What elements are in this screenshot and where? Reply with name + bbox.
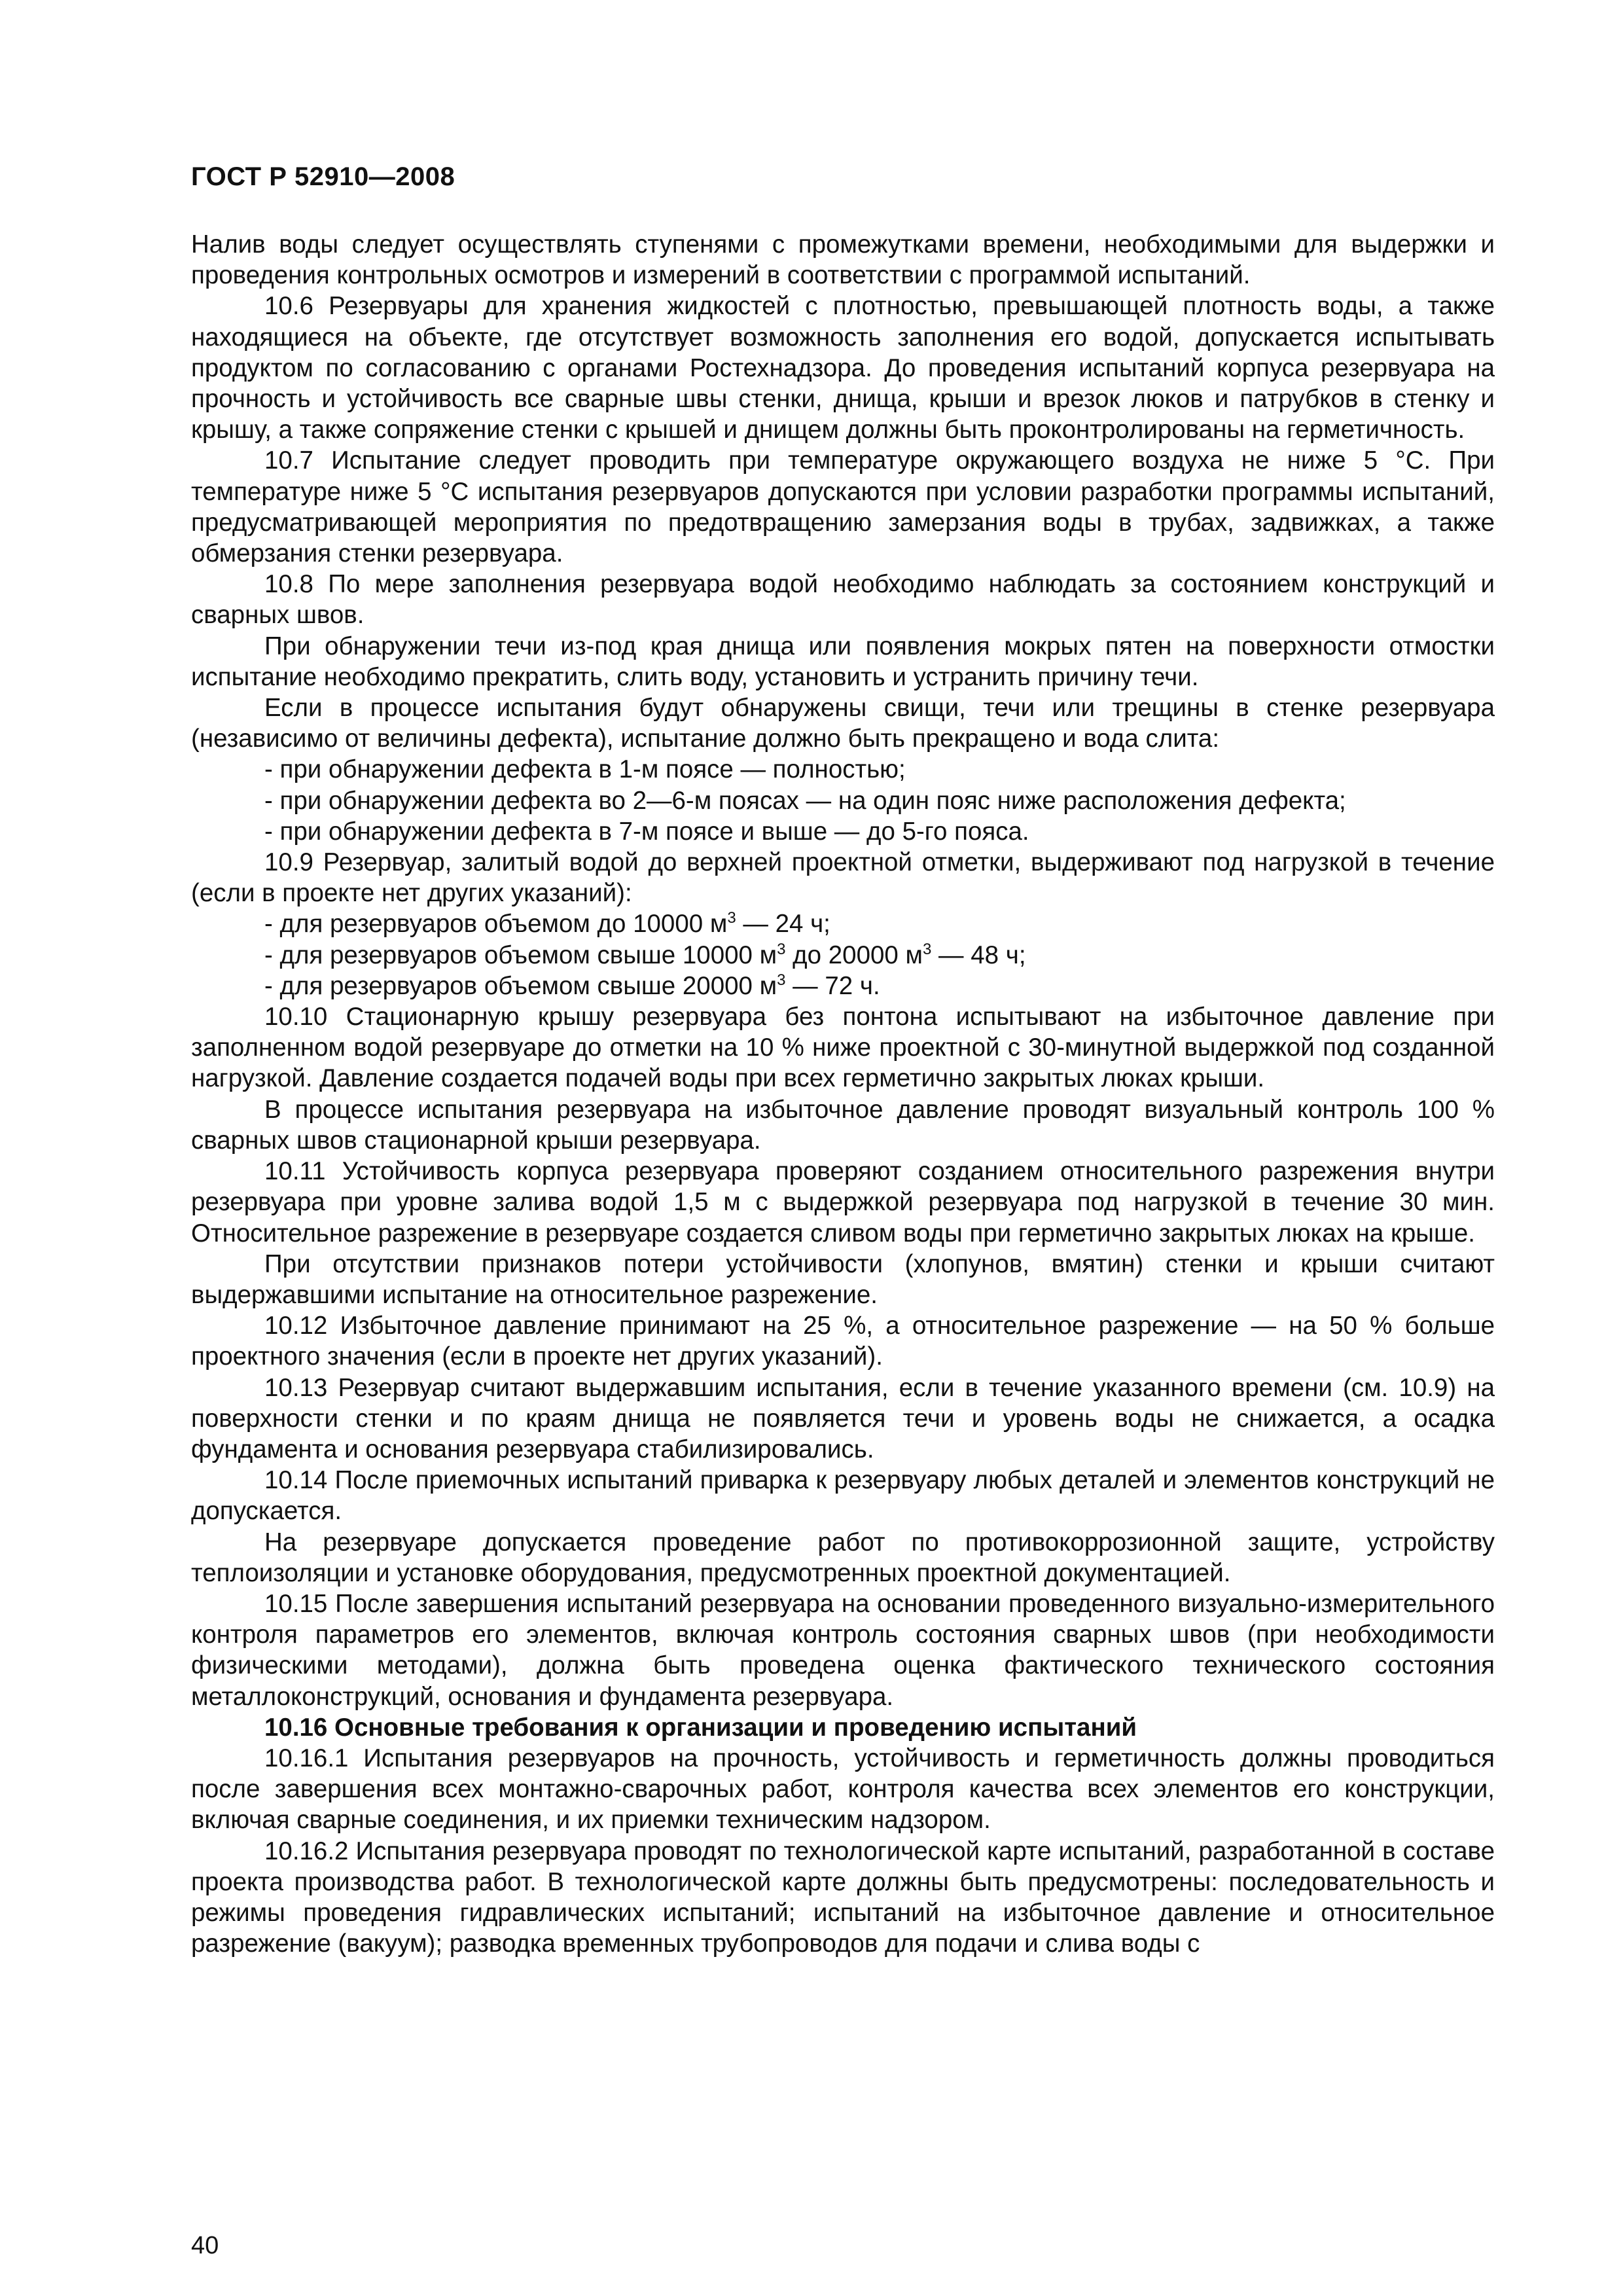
text-fragment: - для резервуаров объемом до 10000 м [264, 910, 728, 939]
text-fragment: — 48 ч; [931, 941, 1026, 969]
text-fragment: - для резервуаров объемом свыше 10000 м [264, 941, 777, 969]
paragraph: При отсутствии признаков потери устойчивости (хлопунов, вмятин) стенки и крыши считают выдержавшими испытание на относительное разрежение. [191, 1249, 1495, 1309]
paragraph: Если в процессе испытания будут обнаружены свищи, течи или трещины в стенке резервуара (независимо от величины дефекта), испытание должно быть прекращено и вода слита: [191, 694, 1495, 753]
paragraph: 10.11 Устойчивость корпуса резервуара проверяют созданием относительного разрежения внутри резервуара при уровне залива водой 1,5 м с выдержкой резервуара под нагрузкой в течение 30 мин. Относительное разрежение в резервуаре создается сливом воды при герметично закрытых люках на крыше. [191, 1157, 1495, 1247]
text-fragment: — 24 ч; [736, 910, 830, 939]
paragraph: 10.10 Стационарную крышу резервуара без понтона испытывают на избыточное давление при заполненном водой резервуаре до отметки на 10 % ниже проектной с 30-минутной выдержкой под созданной нагрузкой. Давление создается подачей воды при всех герметично закрытых люках крыши. [191, 1003, 1495, 1093]
paragraph: 10.7 Испытание следует проводить при температуре окружающего воздуха не ниже 5 °С. При температуре ниже 5 °С испытания резервуаров допускаются при условии разработки программы испытаний, предусматривающей мероприятия по предотвращению замерзания воды в трубах, задвижках, а также обмерзания стенки резервуара. [191, 446, 1495, 568]
text-fragment: - для резервуаров объемом свыше 20000 м [264, 971, 777, 1000]
text-fragment: — 72 ч. [785, 971, 880, 1000]
paragraph: 10.9 Резервуар, залитый водой до верхней проектной отметки, выдерживают под нагрузкой в течение (если в проекте нет других указаний): [191, 848, 1495, 908]
page-number: 40 [191, 2232, 219, 2259]
superscript: 3 [727, 909, 736, 927]
paragraph: 10.16.2 Испытания резервуара проводят по технологической карте испытаний, разработанной в составе проекта производства работ. В технологической карте должны быть предусмотрены: последовательность и режимы проведения гидравлических испытаний; испытаний на избыточное давление и относительное разрежение (вакуум); разводка временных трубопроводов для подачи и слива воды с [191, 1837, 1495, 1958]
paragraph: 10.13 Резервуар считают выдержавшим испытания, если в течение указанного времени (см. 10.9) на поверхности стенки и по краям днища не появляется течи и уровень воды не снижается, а осадка фундамента и основания резервуара стабилизировались. [191, 1373, 1495, 1463]
list-item [191, 940, 1495, 971]
paragraph: 10.12 Избыточное давление принимают на 25 %, а относительное разрежение — на 50 % больше проектного значения (если в проекте нет других указаний). [191, 1312, 1495, 1371]
paragraph: 10.15 После завершения испытаний резервуара на основании проведенного визуально-измерительного контроля параметров его элементов, включая контроль состояния сварных швов (при необходимости физическими методами), должна быть проведена оценка фактического технического состояния металлоконструкций, основания и фундамента резервуара. [191, 1589, 1495, 1711]
superscript: 3 [777, 940, 786, 958]
document-header: ГОСТ Р 52910—2008 [191, 162, 455, 191]
paragraph-group-2 [191, 1001, 1495, 1959]
paragraph: На резервуаре допускается проведение работ по противокоррозионной защите, устройству теплоизоляции и установке оборудования, предусмотренных проектной документацией. [191, 1528, 1495, 1587]
list-item: - при обнаружении дефекта во 2—6-м поясах — на один пояс ниже расположения дефекта; [264, 786, 1346, 815]
paragraph: При обнаружении течи из-под края днища или появления мокрых пятен на поверхности отмостки испытание необходимо прекратить, слить воду, установить и устранить причину течи. [191, 632, 1495, 691]
paragraph: 10.8 По мере заполнения резервуара водой необходимо наблюдать за состоянием конструкций и сварных швов. [191, 570, 1495, 630]
paragraph: Налив воды следует осуществлять ступенями с промежутками времени, необходимыми для выдержки и проведения контрольных осмотров и измерений в соответствии с программой испытаний. [191, 230, 1495, 290]
paragraph: В процессе испытания резервуара на избыточное давление проводят визуальный контроль 100 % сварных швов стационарной крыши резервуара. [191, 1095, 1495, 1155]
list-item [191, 971, 1495, 1001]
paragraph: 10.14 После приемочных испытаний приварка к резервуару любых деталей и элементов конструкций не допускается. [191, 1466, 1495, 1526]
list-item: - при обнаружении дефекта в 7-м поясе и выше — до 5-го пояса. [264, 817, 1029, 846]
superscript: 3 [922, 940, 932, 958]
list-item: - при обнаружении дефекта в 1-м поясе — полностью; [264, 755, 906, 784]
superscript: 3 [777, 971, 786, 990]
paragraph: 10.16.1 Испытания резервуаров на прочность, устойчивость и герметичность должны проводиться после завершения всех монтажно-сварочных работ, контроля качества всех элементов его конструкции, включая сварные соединения, и их приемки техническим надзором. [191, 1744, 1495, 1835]
paragraph: 10.6 Резервуары для хранения жидкостей с плотностью, превышающей плотность воды, а также находящиеся на объекте, где отсутствует возможность заполнения его водой, допускается испытывать продуктом по согласованию с органами Ростехнадзора. До проведения испытаний корпуса резервуара на прочность и устойчивость все сварные швы стенки, днища, крыши и врезок люков и патрубков в стенку и крышу, а также сопряжение стенки с крышей и днищем должны быть проконтролированы на герметичность. [191, 292, 1495, 444]
section-heading: 10.16 Основные требования к организации и проведению испытаний [264, 1713, 1137, 1742]
volume-list [191, 908, 1495, 1001]
text-fragment: до 20000 м [785, 941, 923, 969]
document-body [191, 229, 1495, 1959]
paragraph-group-1 [191, 229, 1495, 908]
list-item [191, 908, 1495, 939]
